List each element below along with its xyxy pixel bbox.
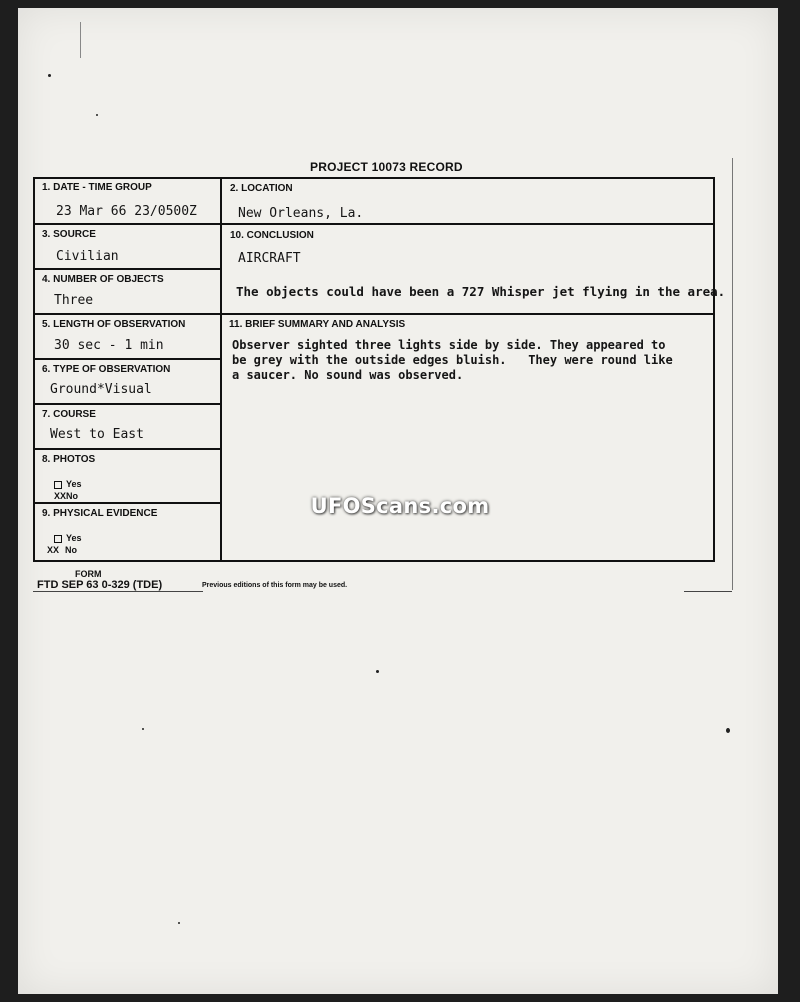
row-divider [33,448,221,450]
length-of-observation-label: 5. LENGTH OF OBSERVATION [42,319,186,330]
row-divider [33,502,221,504]
conclusion-detail: The objects could have been a 727 Whisper jet flying in the area. [236,284,726,299]
physical-evidence-label: 9. PHYSICAL EVIDENCE [42,508,158,519]
checkbox-icon [54,481,62,489]
scan-speck [142,728,144,730]
photos-no-label: No [66,491,79,501]
row-divider [33,403,221,405]
photos-yes-label: Yes [66,479,82,489]
scan-edge [732,158,733,590]
scan-speck [178,922,180,924]
physical-evidence-no-option [47,545,77,555]
conclusion-label: 10. CONCLUSION [230,230,314,241]
summary-text [232,338,712,383]
physical-evidence-yes-label: Yes [66,533,82,543]
scan-edge [33,591,203,592]
row-divider [33,223,715,225]
physical-evidence-yes-option [54,533,82,543]
summary-line: Observer sighted three lights side by side. They appeared to [232,338,666,352]
type-of-observation-label: 6. TYPE OF OBSERVATION [42,364,171,375]
number-of-objects-value: Three [54,293,94,308]
date-time-label: 1. DATE - TIME GROUP [42,182,152,193]
physical-evidence-no-label: No [65,545,78,555]
column-divider [220,177,222,562]
form-title: PROJECT 10073 RECORD [310,160,463,174]
source-label: 3. SOURCE [42,229,96,240]
watermark: UFOScans.com [310,494,490,518]
summary-label: 11. BRIEF SUMMARY AND ANALYSIS [229,319,406,330]
scan-speck [726,728,730,733]
photos-no-mark: XX [54,491,67,501]
checkbox-icon [54,535,62,543]
photos-label: 8. PHOTOS [42,454,96,465]
scan-mark [80,22,81,58]
form-note: Previous editions of this form may be used. [202,582,348,589]
form-id: FTD SEP 63 0-329 (TDE) [37,579,163,591]
number-of-objects-label: 4. NUMBER OF OBJECTS [42,274,164,285]
summary-line: a saucer. No sound was observed. [232,368,464,382]
physical-evidence-no-mark: XX [47,545,60,555]
location-label: 2. LOCATION [230,183,293,194]
row-divider [33,358,221,360]
photos-yes-option [54,479,82,489]
form-word: FORM [75,569,102,579]
row-divider [33,268,221,270]
date-time-value: 23 Mar 66 23/0500Z [56,204,197,219]
photos-no-option [54,491,78,501]
summary-line: be grey with the outside edges bluish. They were round like [232,353,673,367]
scan-edge [684,591,732,592]
scan-speck [376,670,379,673]
conclusion-value: AIRCRAFT [238,251,301,266]
scan-speck [48,74,51,77]
course-value: West to East [50,427,144,442]
course-label: 7. COURSE [42,409,96,420]
length-of-observation-value: 30 sec - 1 min [54,338,164,353]
row-divider [33,313,715,315]
scan-speck [96,114,98,116]
location-value: New Orleans, La. [238,206,364,221]
source-value: Civilian [56,249,119,264]
type-of-observation-value: Ground*Visual [50,382,152,397]
